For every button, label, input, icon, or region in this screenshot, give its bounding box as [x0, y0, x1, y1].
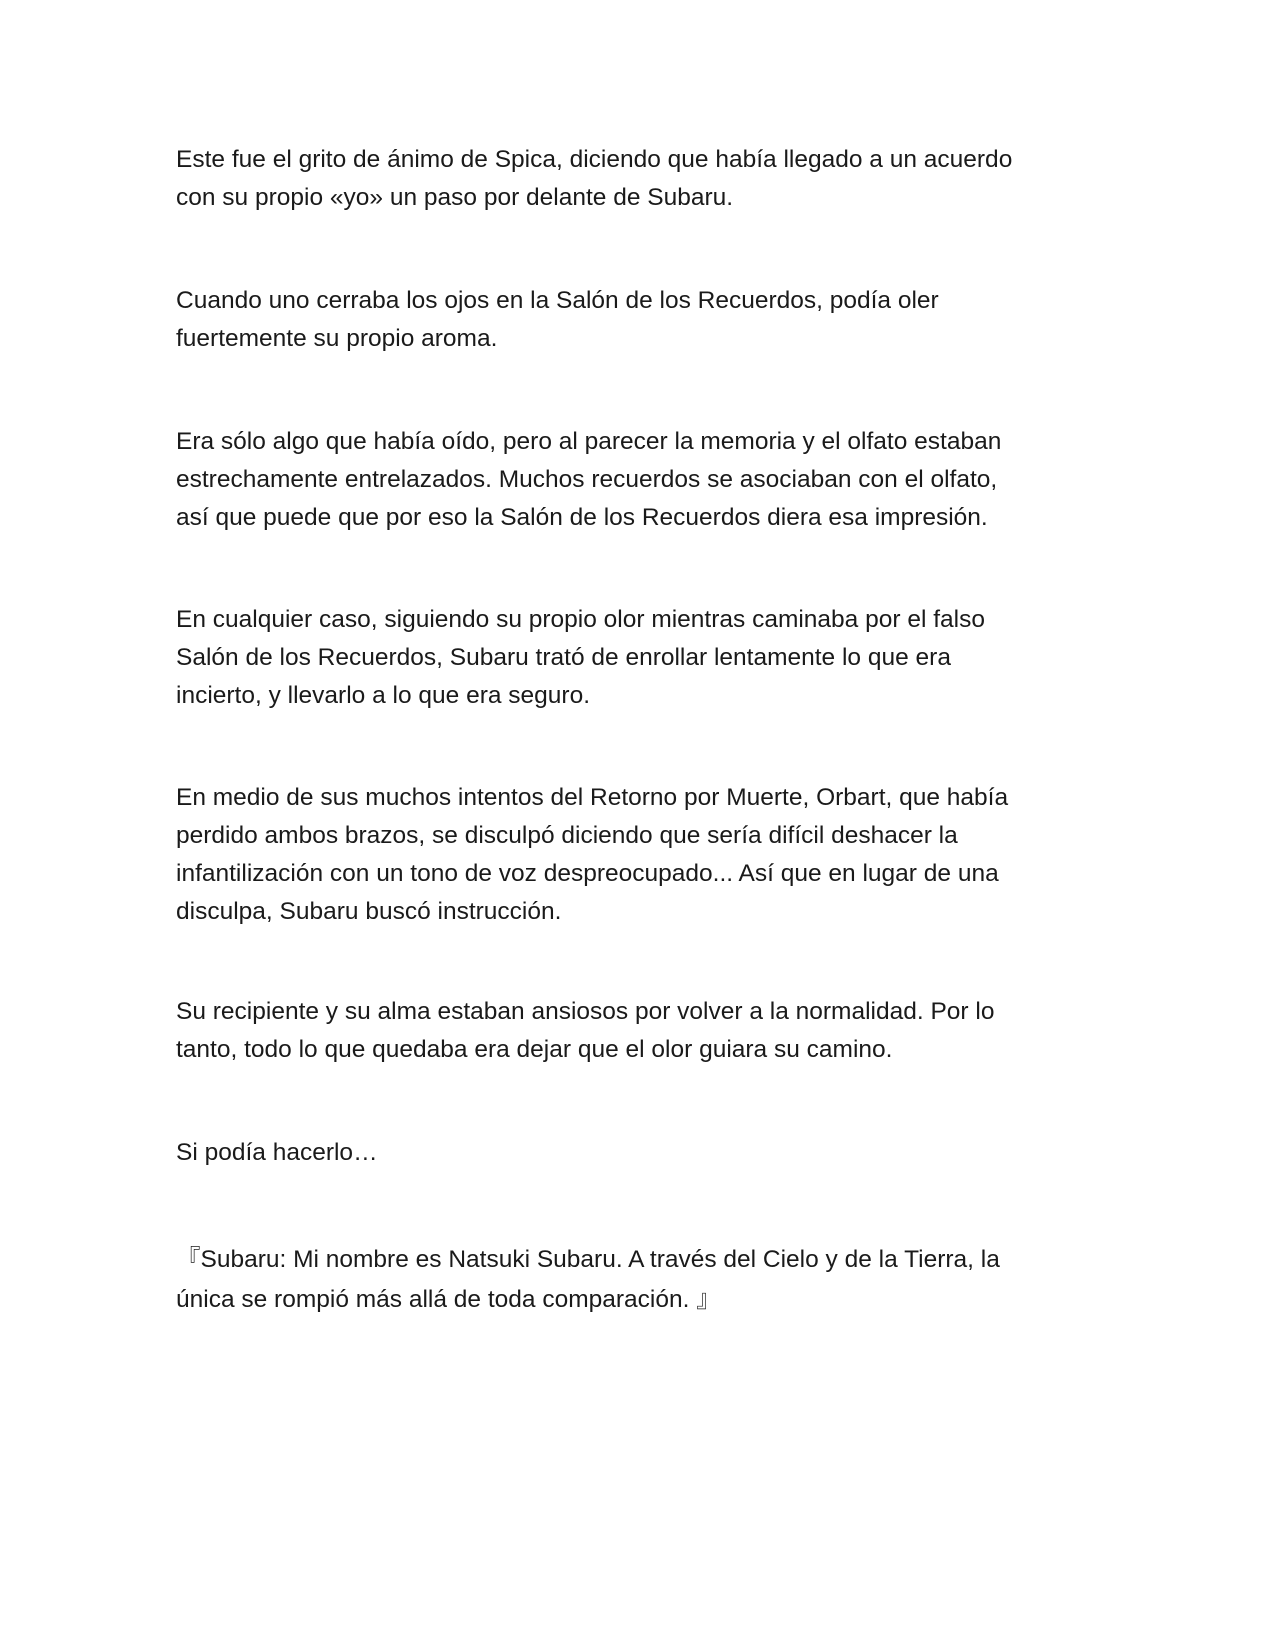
paragraph-1 — [176, 141, 1096, 217]
paragraph-7 — [176, 1134, 1096, 1172]
paragraph-line: disculpa, Subaru buscó instrucción. — [176, 898, 562, 925]
paragraph-6 — [176, 993, 1096, 1069]
paragraph-line: Su recipiente y su alma estaban ansiosos por volver a la normalidad. Por lo — [176, 998, 995, 1025]
paragraph-line: Era sólo algo que había oído, pero al parecer la memoria y el olfato estaban — [176, 428, 1002, 455]
paragraph-line: En cualquier caso, siguiendo su propio olor mientras caminaba por el falso — [176, 606, 985, 633]
paragraph-line: Si podía hacerlo… — [176, 1139, 378, 1166]
paragraph-line: Este fue el grito de ánimo de Spica, diciendo que había llegado a un acuerdo — [176, 146, 1013, 173]
paragraph-line: 『Subaru: Mi nombre es Natsuki Subaru. A través del Cielo y de la Tierra, la — [176, 1246, 1000, 1273]
paragraph-5 — [176, 779, 1096, 931]
paragraph-line: tanto, todo lo que quedaba era dejar que el olor guiara su camino. — [176, 1036, 893, 1063]
paragraph-line: fuertemente su propio aroma. — [176, 325, 498, 352]
paragraph-line: así que puede que por eso la Salón de los Recuerdos diera esa impresión. — [176, 504, 988, 531]
paragraph-line: perdido ambos brazos, se disculpó diciendo que sería difícil deshacer la — [176, 822, 958, 849]
paragraph-line: estrechamente entrelazados. Muchos recuerdos se asociaban con el olfato, — [176, 466, 998, 493]
paragraph-4 — [176, 601, 1096, 715]
paragraph-line: En medio de sus muchos intentos del Retorno por Muerte, Orbart, que había — [176, 784, 1009, 811]
paragraph-8 — [176, 1240, 1096, 1320]
paragraph-line: infantilización con un tono de voz despreocupado... Así que en lugar de una — [176, 860, 999, 887]
paragraph-line: con su propio «yo» un paso por delante de Subaru. — [176, 184, 734, 211]
paragraph-line: única se rompió más allá de toda comparación. 』 — [176, 1286, 721, 1313]
paragraph-line: Cuando uno cerraba los ojos en la Salón de los Recuerdos, podía oler — [176, 287, 939, 314]
paragraph-line: incierto, y llevarlo a lo que era seguro. — [176, 682, 590, 709]
paragraph-3 — [176, 423, 1096, 537]
paragraph-line: Salón de los Recuerdos, Subaru trató de enrollar lentamente lo que era — [176, 644, 951, 671]
paragraph-2 — [176, 282, 1096, 358]
